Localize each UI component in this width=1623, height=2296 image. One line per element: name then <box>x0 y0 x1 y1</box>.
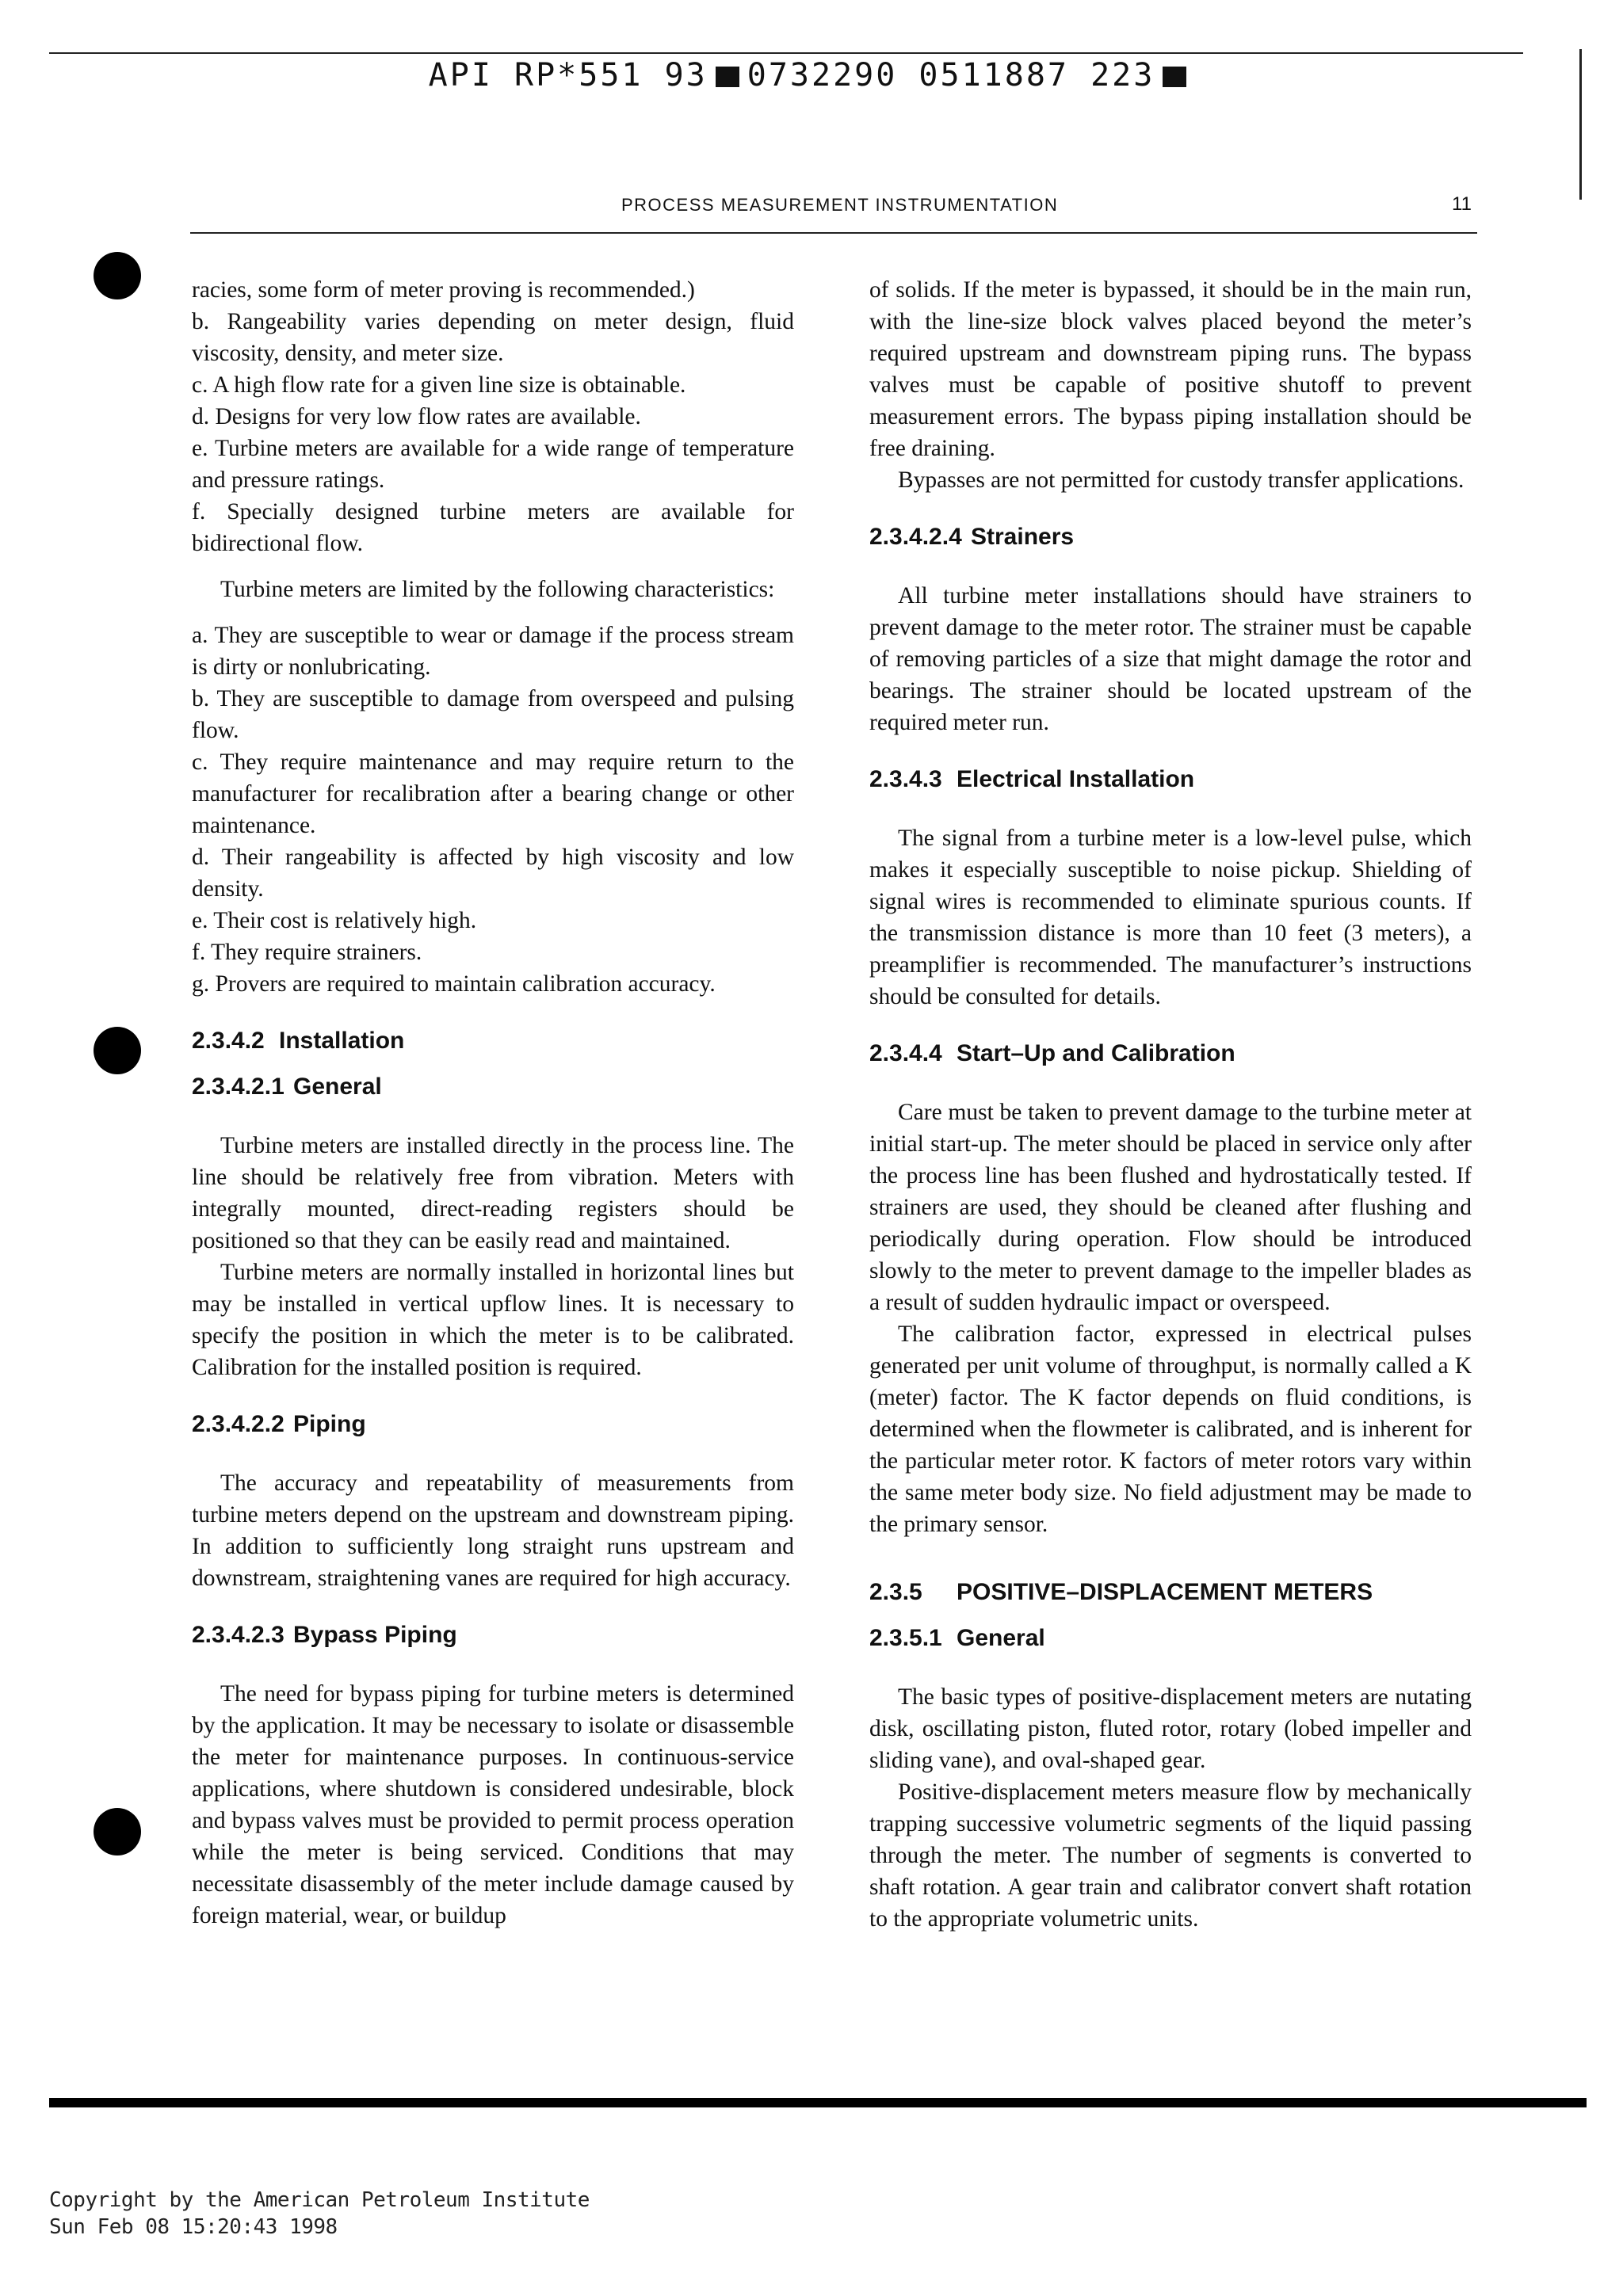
list-item: e. Their cost is relatively high. <box>192 908 477 933</box>
paragraph: racies, some form of meter proving is recommended.) <box>192 277 695 303</box>
paragraph: Turbine meters are installed directly in the process line. The line should be relatively free from vibration. Meters with integrally mounted, direct-reading registers should be positioned so that they can be easily read and maintained. <box>192 1133 794 1253</box>
list-item: f. They require strainers. <box>192 940 422 965</box>
paragraph: Care must be taken to prevent damage to the turbine meter at initial start-up. The meter should be placed in service only after the process line has been flushed and hydrostatically tested. If strainers are used, they should be cleaned after flushing and periodically during operation. Flow should be introduced slowly to the meter to prevent damage to the impeller blades as a result of sudden hydraulic impact or overspeed. <box>869 1100 1472 1315</box>
footer-timestamp: Sun Feb 08 15:20:43 1998 <box>49 2215 338 2239</box>
stamp-code: API RP*551 93 <box>428 57 708 93</box>
running-header: PROCESS MEASUREMENT INSTRUMENTATION <box>621 195 1059 215</box>
paragraph: The basic types of positive-displacement meters are nutating disk, oscillating piston, fluted rotor, rotary (lobed impeller and sliding vane), and oval-shaped gear. <box>869 1684 1472 1773</box>
list-item: c. They require maintenance and may require return to the manufacturer for recalibration after a bearing change or other maintenance. <box>192 749 794 838</box>
binder-hole-mark <box>94 1808 141 1855</box>
paragraph: of solids. If the meter is bypassed, it should be in the main run, with the line-size block valves placed beyond the meter’s required upstream and downstream piping runs. The bypass valves must be capable of positive shutoff to prevent measurement errors. The bypass piping installation should be free draining. <box>869 277 1472 461</box>
section-heading: 2.3.5 POSITIVE–DISPLACEMENT METERS <box>869 1579 1373 1605</box>
section-heading: 2.3.4.3 Electrical Installation <box>869 766 1195 792</box>
paragraph: The calibration factor, expressed in electrical pulses generated per unit volume of throughput, is normally called a K (meter) factor. The K factor depends on fluid conditions, is determined when the flowmeter is calibrated, and is inherent for the particular meter rotor. K factors of meter rotors vary within the same meter body size. No field adjustment may be made to the primary sensor. <box>869 1322 1472 1537</box>
header-rule <box>190 232 1477 234</box>
paragraph: Positive-displacement meters measure flow by mechanically trapping successive volumetric segments of the liquid passing through the meter. The number of segments is converted to shaft rotation. A gear train and calibrator convert shaft rotation to the appropriate volumetric units. <box>869 1779 1472 1932</box>
section-heading: 2.3.4.2.3 Bypass Piping <box>192 1622 457 1648</box>
top-scan-line <box>49 52 1523 54</box>
section-heading: 2.3.4.4 Start–Up and Calibration <box>869 1040 1235 1066</box>
list-item: c. A high flow rate for a given line size is obtainable. <box>192 372 686 398</box>
stamp-block-mark <box>1163 67 1186 87</box>
paragraph: Turbine meters are limited by the following characteristics: <box>220 577 775 602</box>
list-item: a. They are susceptible to wear or damage if the process stream is dirty or nonlubricating. <box>192 623 794 680</box>
paragraph: The accuracy and repeatability of measurements from turbine meters depend on the upstream and downstream piping. In addition to sufficiently long straight runs upstream and downstream, straightening vanes are required for high accuracy. <box>192 1470 794 1591</box>
list-item: f. Specially designed turbine meters are available for bidirectional flow. <box>192 499 794 556</box>
list-item: e. Turbine meters are available for a wide range of temperature and pressure ratings. <box>192 436 794 493</box>
list-item: b. They are susceptible to damage from overspeed and pulsing flow. <box>192 686 794 743</box>
section-heading: 2.3.4.2.4 Strainers <box>869 524 1075 550</box>
list-item: d. Their rangeability is affected by high viscosity and low density. <box>192 845 794 902</box>
stamp-block-mark <box>716 67 739 87</box>
section-heading: 2.3.4.2 Installation <box>192 1028 405 1054</box>
binder-hole-mark <box>94 252 141 299</box>
left-column <box>192 274 794 1932</box>
list-item: d. Designs for very low flow rates are available. <box>192 404 641 429</box>
binder-hole-mark <box>94 1027 141 1074</box>
section-heading: 2.3.5.1 General <box>869 1625 1045 1651</box>
section-heading: 2.3.4.2.1 General <box>192 1074 382 1100</box>
right-column <box>869 274 1472 1935</box>
document-stamp <box>0 57 1623 93</box>
footer-copyright: Copyright by the American Petroleum Institute <box>49 2188 590 2212</box>
paragraph: The signal from a turbine meter is a low-level pulse, which makes it especially susceptible to noise pickup. Shielding of signal wires is recommended to eliminate spurious counts. If the transmission distance is more than 10 feet (3 meters), a preamplifier is recommended. The manufacturer’s instructions should be consulted for details. <box>869 826 1472 1009</box>
section-heading: 2.3.4.2.2 Piping <box>192 1411 366 1437</box>
list-item: g. Provers are required to maintain calibration accuracy. <box>192 971 716 997</box>
paragraph: Turbine meters are normally installed in horizontal lines but may be installed in vertical upflow lines. It is necessary to specify the position in which the meter is to be calibrated. Calibration for the installed position is required. <box>192 1260 794 1380</box>
page-number: 11 <box>1452 193 1472 215</box>
stamp-serial: 0732290 0511887 223 <box>747 57 1155 93</box>
bottom-bar <box>49 2098 1587 2107</box>
paragraph: All turbine meter installations should have strainers to prevent damage to the meter rotor. The strainer must be capable of removing particles of a size that might damage the rotor and bearings. The strainer should be located upstream of the required meter run. <box>869 583 1472 735</box>
list-item: b. Rangeability varies depending on meter design, fluid viscosity, density, and meter size. <box>192 309 794 366</box>
paragraph: The need for bypass piping for turbine meters is determined by the application. It may be necessary to isolate or disassemble the meter for maintenance purposes. In continuous-service applications, where shutdown is considered undesirable, block and bypass valves must be provided to permit process operation while the meter is being serviced. Conditions that may necessitate disassembly of the meter include damage caused by foreign material, wear, or buildup <box>192 1681 794 1928</box>
paragraph: Bypasses are not permitted for custody transfer applications. <box>898 467 1465 493</box>
